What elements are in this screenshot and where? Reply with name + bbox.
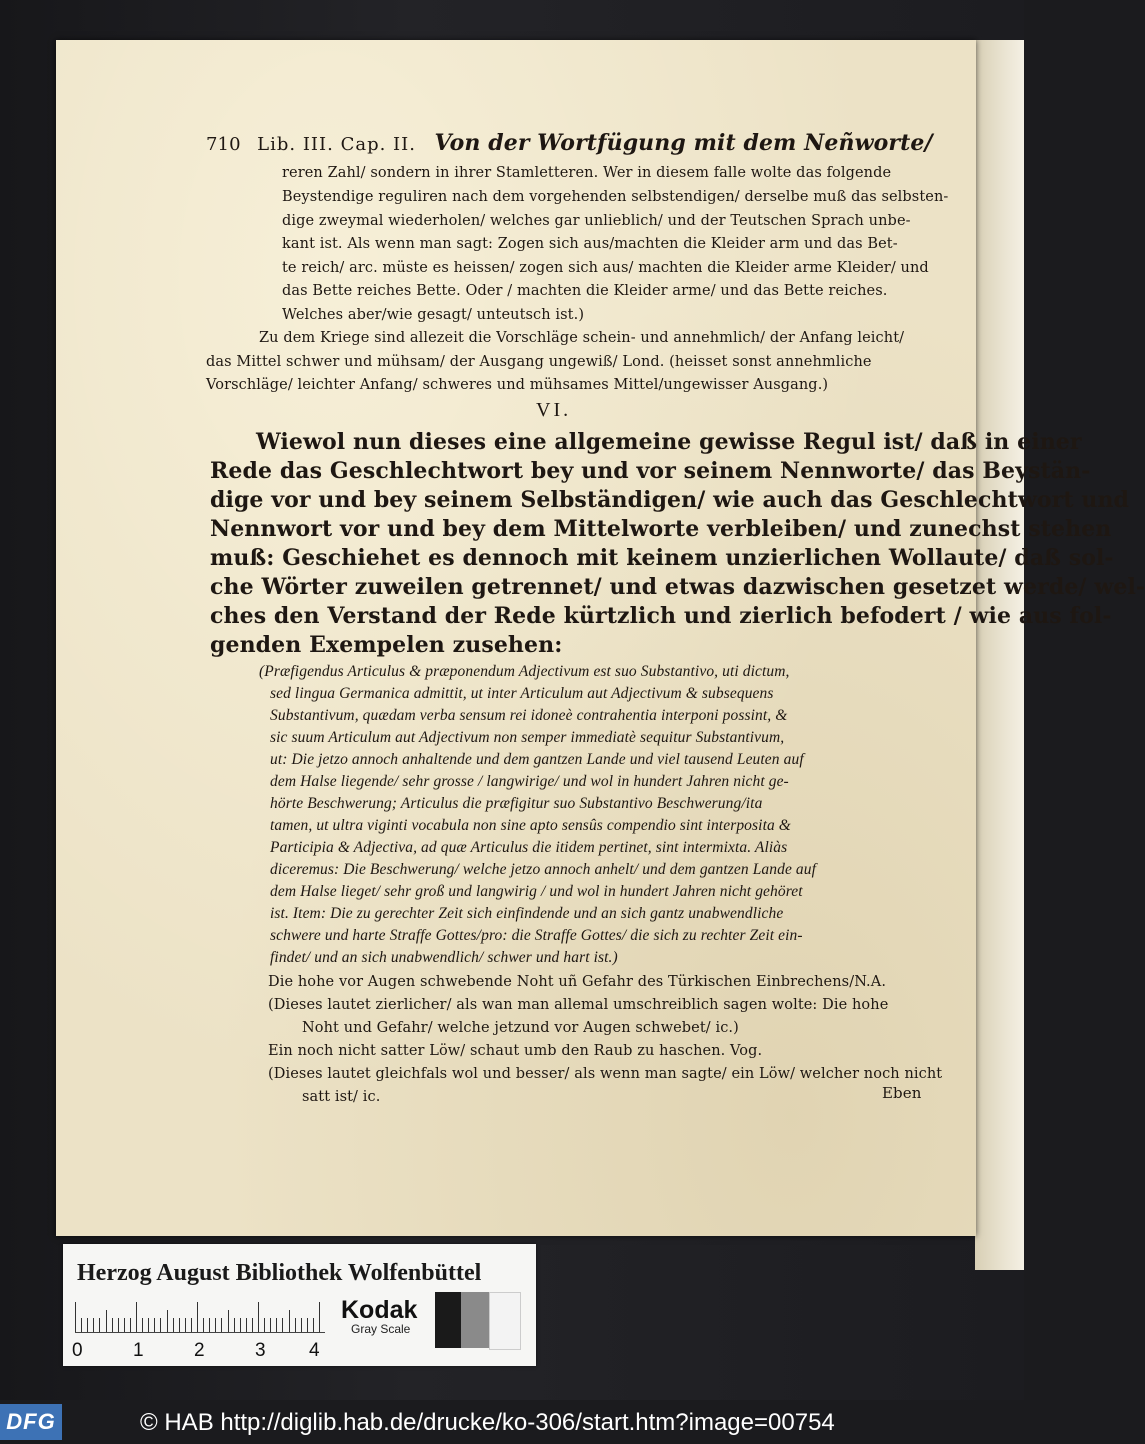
gray-scale-label: Gray Scale xyxy=(351,1322,411,1336)
text-line: sed lingua Germanica admittit, ut inter Articulum aut Adjectivum & subsequens xyxy=(270,685,774,702)
ruler-tick xyxy=(215,1318,216,1332)
book-page xyxy=(56,40,1145,1236)
ruler-tick xyxy=(240,1318,241,1332)
text-line: ches den Verstand der Rede kürtzlich und zierlich befodert / wie aus fol- xyxy=(210,603,1112,629)
ruler-tick xyxy=(81,1318,82,1332)
ruler-tick xyxy=(154,1318,155,1332)
catchword: Eben xyxy=(882,1084,922,1102)
ruler-tick xyxy=(136,1302,137,1332)
ruler-tick xyxy=(179,1318,180,1332)
gray-patch-dark xyxy=(435,1292,461,1348)
text-line: reren Zahl/ sondern in ihrer Stamletteren. Wer in diesem falle wolte das folgende xyxy=(282,165,892,181)
text-line: diceremus: Die Beschwerung/ welche jetzo annoch anhelt/ und dem gantzen Lande auf xyxy=(270,861,817,878)
ruler-tick xyxy=(93,1318,94,1332)
text-line: Welches aber/wie gesagt/ unteutsch ist.) xyxy=(282,307,585,323)
next-page-edge xyxy=(975,40,1024,1270)
text-line: Zu dem Kriege sind allezeit die Vorschläge schein- und annehmlich/ der Anfang leicht/ xyxy=(259,330,905,346)
ruler-tick xyxy=(258,1302,259,1332)
text-line: dem Halse lieget/ sehr groß und langwirig / und wol in hundert Jahren nicht gehöret xyxy=(270,883,803,900)
text-line: Substantivum, quædam verba sensum rei idoneè contrahentia interponi possint, & xyxy=(270,707,788,724)
ruler-tick xyxy=(301,1318,302,1332)
ruler-tick xyxy=(246,1318,247,1332)
ruler-number: 4 xyxy=(309,1340,320,1361)
text-line: Wiewol nun dieses eine allgemeine gewisse Regul ist/ daß in einer xyxy=(256,429,1082,455)
ruler-tick xyxy=(270,1318,271,1332)
ruler-tick xyxy=(142,1318,143,1332)
ruler-tick xyxy=(167,1310,168,1332)
ruler-number: 1 xyxy=(133,1340,144,1361)
chapter-reference: Lib. III. Cap. II. xyxy=(257,134,417,155)
section-number: VI. xyxy=(536,399,572,421)
text-line: das Mittel schwer und mühsam/ der Ausgang ungewiß/ Lond. (heisset sonst annehmliche xyxy=(206,354,872,370)
color-calibration-strip xyxy=(63,1244,536,1366)
gray-patch-light xyxy=(489,1292,521,1350)
text-line: tamen, ut ultra viginti vocabula non sine apto sensûs compendio sint interposita & xyxy=(270,817,791,834)
text-line: Rede das Geschlechtwort bey und vor seinem Nennworte/ das Beystän- xyxy=(210,458,1091,484)
copyright-link[interactable]: © HAB http://diglib.hab.de/drucke/ko-306/start.htm?image=00754 xyxy=(140,1409,835,1436)
text-line: das Bette reiches Bette. Oder / machten die Kleider arme/ und das Bette reiches. xyxy=(282,283,888,299)
text-line: (Præfigendus Articulus & præponendum Adjectivum est suo Substantivo, uti dictum, xyxy=(259,663,790,680)
ruler-tick xyxy=(203,1318,204,1332)
ruler-tick xyxy=(99,1318,100,1332)
text-line: kant ist. Als wenn man sagt: Zogen sich aus/machten die Kleider arm und das Bet- xyxy=(282,236,898,252)
ruler-tick xyxy=(191,1318,192,1332)
ruler-number: 3 xyxy=(255,1340,266,1361)
ruler-tick xyxy=(264,1318,265,1332)
text-line: Die hohe vor Augen schwebende Noht uñ Gefahr des Türkischen Einbrechens/N.A. xyxy=(268,974,887,990)
ruler-tick xyxy=(112,1318,113,1332)
page-number: 710 xyxy=(206,134,241,155)
ruler-tick xyxy=(228,1310,229,1332)
ruler-tick xyxy=(209,1318,210,1332)
ruler-tick xyxy=(276,1318,277,1332)
text-line: dem Halse liegende/ sehr grosse / langwirige/ und wol in hundert Jahren nicht ge- xyxy=(270,773,789,790)
text-line: Noht und Gefahr/ welche jetzund vor Augen schwebet/ ic.) xyxy=(302,1020,739,1036)
text-line: schwere und harte Straffe Gottes/pro: die Straffe Gottes/ die sich zu rechter Zeit ein- xyxy=(270,927,803,944)
ruler-tick xyxy=(130,1318,131,1332)
ruler-tick xyxy=(75,1302,76,1332)
ruler-tick xyxy=(221,1318,222,1332)
text-line: ist. Item: Die zu gerechter Zeit sich einfindende und an sich gantz unabwendliche xyxy=(270,905,784,922)
ruler-tick xyxy=(295,1318,296,1332)
ruler-tick xyxy=(124,1318,125,1332)
scale-ruler xyxy=(75,1298,325,1333)
text-line: findet/ und an sich unabwendlich/ schwer und hart ist.) xyxy=(270,949,618,966)
ruler-tick xyxy=(282,1318,283,1332)
ruler-tick xyxy=(148,1318,149,1332)
ruler-tick xyxy=(87,1318,88,1332)
text-line: Nennwort vor und bey dem Mittelworte verbleiben/ und zunechst stehen xyxy=(210,516,1112,542)
ruler-tick xyxy=(234,1318,235,1332)
text-line: Beystendige reguliren nach dem vorgehenden selbstendigen/ derselbe muß das selbsten- xyxy=(282,189,949,205)
text-line: sic suum Articulum aut Adjectivum non semper immediatè sequitur Substantivum, xyxy=(270,729,785,746)
text-line: ut: Die jetzo annoch anhaltende und dem gantzen Lande und viel tausend Leuten auf xyxy=(270,751,804,768)
gray-patch-mid xyxy=(461,1292,489,1348)
kodak-logo: Kodak xyxy=(341,1296,418,1324)
library-name: Herzog August Bibliothek Wolfenbüttel xyxy=(77,1260,482,1286)
text-line: (Dieses lautet gleichfals wol und besser/ als wenn man sagte/ ein Löw/ welcher noch nicht xyxy=(268,1066,943,1082)
ruler-tick xyxy=(106,1310,107,1332)
text-line: satt ist/ ic. xyxy=(302,1089,381,1105)
running-title: Von der Wortfügung mit dem Neñworte/ xyxy=(434,130,933,156)
ruler-tick xyxy=(197,1302,198,1332)
ruler-tick xyxy=(313,1318,314,1332)
ruler-tick xyxy=(118,1318,119,1332)
ruler-tick xyxy=(289,1310,290,1332)
ruler-number: 2 xyxy=(194,1340,205,1361)
ruler-tick xyxy=(307,1318,308,1332)
text-line: hörte Beschwerung; Articulus die præfigitur suo Substantivo Beschwerung/ita xyxy=(270,795,763,812)
text-line: (Dieses lautet zierlicher/ als wan man allemal umschreiblich sagen wolte: Die hohe xyxy=(268,997,889,1013)
text-line: Ein noch nicht satter Löw/ schaut umb den Raub zu haschen. Vog. xyxy=(268,1043,763,1059)
ruler-tick xyxy=(252,1318,253,1332)
text-line: muß: Geschiehet es dennoch mit keinem unzierlichen Wollaute/ daß sol- xyxy=(210,545,1114,571)
text-line: dige vor und bey seinem Selbständigen/ wie auch das Geschlechtwort und xyxy=(210,487,1130,513)
ruler-tick xyxy=(185,1318,186,1332)
text-line: te reich/ arc. müste es heissen/ zogen sich aus/ machten die Kleider arme Kleider/ und xyxy=(282,260,929,276)
text-line: che Wörter zuweilen getrennet/ und etwas dazwischen gesetzet werde/ wel- xyxy=(210,574,1145,600)
ruler-tick xyxy=(160,1318,161,1332)
page-text xyxy=(56,40,1145,1236)
text-line: genden Exempelen zusehen: xyxy=(210,632,563,658)
running-header xyxy=(206,132,933,154)
dfg-logo: DFG xyxy=(0,1404,62,1440)
ruler-tick xyxy=(173,1318,174,1332)
text-line: dige zweymal wiederholen/ welches gar unlieblich/ und der Teutschen Sprach unbe- xyxy=(282,213,911,229)
ruler-number: 0 xyxy=(72,1340,83,1361)
ruler-tick xyxy=(319,1302,320,1332)
text-line: Vorschläge/ leichter Anfang/ schweres und mühsames Mittel/ungewisser Ausgang.) xyxy=(206,377,829,393)
text-line: Participia & Adjectiva, ad quæ Articulus die itidem pertinet, sint intermixta. Aliàs xyxy=(270,839,788,856)
